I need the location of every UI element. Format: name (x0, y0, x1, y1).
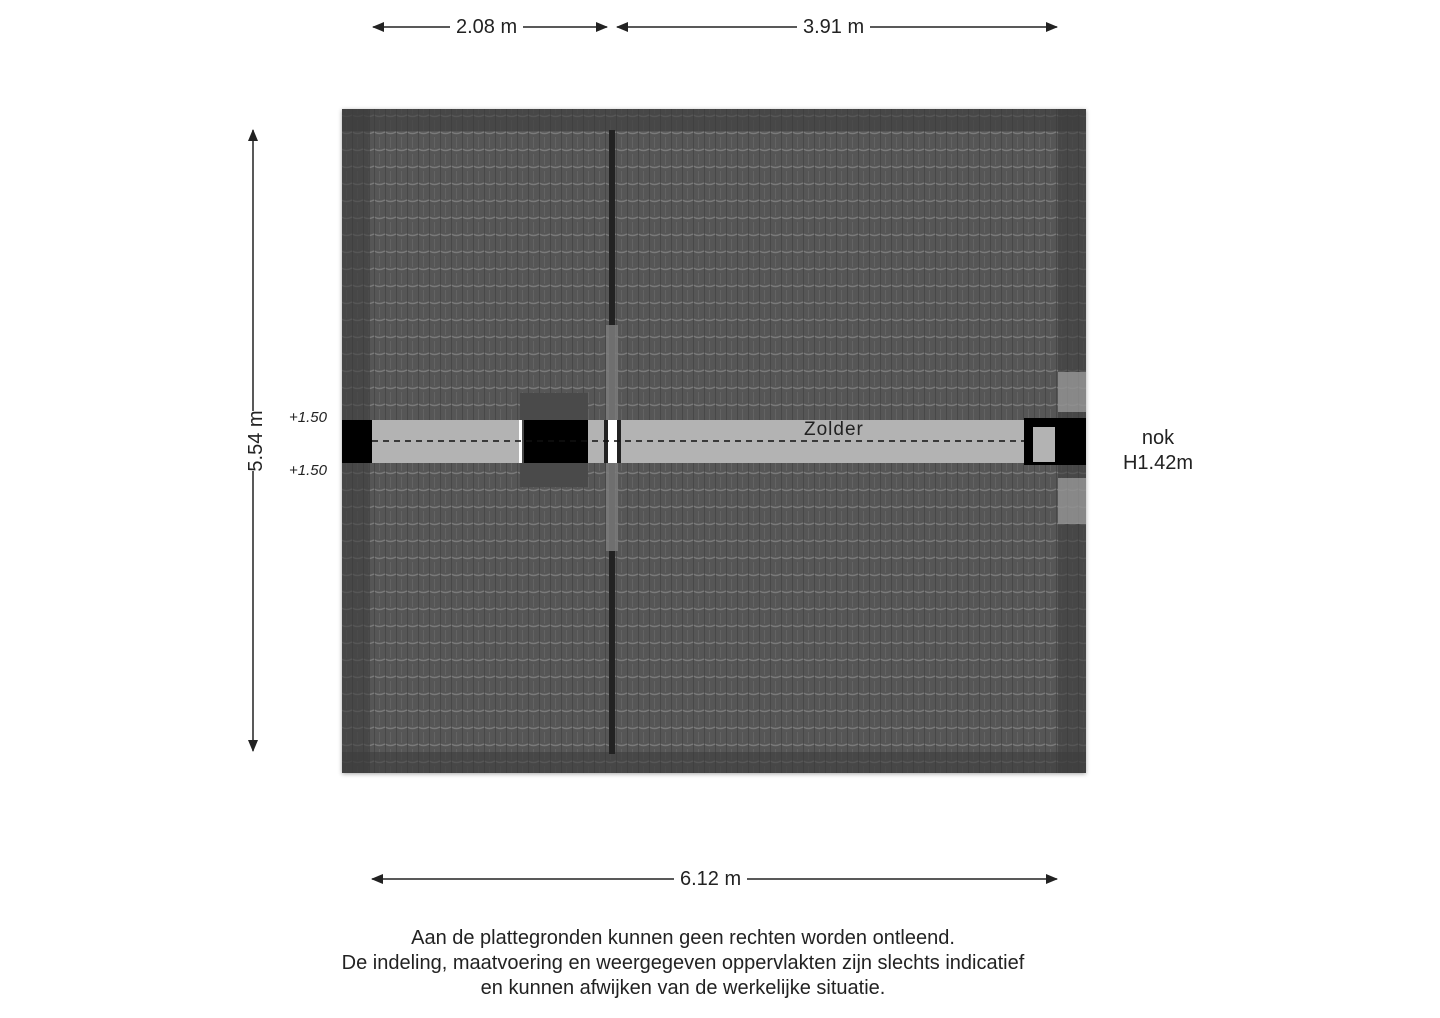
left-end-wall (342, 420, 372, 463)
disclaimer-line-1: Aan de plattegronden kunnen geen rechten worden ontleend. (411, 927, 955, 949)
dimension-bottom-label: 6.12 m (674, 868, 747, 890)
dimension-top-right-label: 3.91 m (797, 16, 870, 38)
room-label: Zolder (804, 419, 864, 440)
ridge-label: nok (1141, 427, 1175, 449)
dimension-left-label: 5.54 m (245, 410, 267, 472)
level-upper-label: +1.50 (289, 409, 327, 426)
right-vent-top (1058, 372, 1086, 412)
ridge-height-label (1108, 426, 1208, 476)
right-vent-bottom (1058, 478, 1086, 524)
level-lower-label: +1.50 (289, 462, 327, 479)
dimension-top-left-label: 2.08 m (450, 16, 523, 38)
right-end-opening (1033, 427, 1055, 462)
ridge-height-value: H1.42m (1122, 452, 1194, 474)
disclaimer-line-3: en kunnen afwijken van de werkelijke situatie. (480, 977, 886, 999)
disclaimer-line-2: De indeling, maatvoering en weergegeven oppervlakten zijn slechts indicatief (341, 952, 1025, 974)
disclaimer (240, 926, 1126, 1001)
chimney (524, 420, 588, 463)
